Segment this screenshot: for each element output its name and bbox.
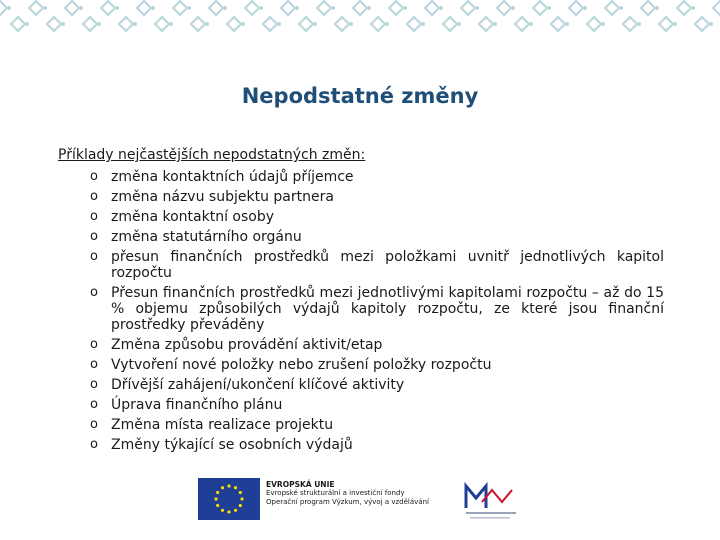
- intro-text: Příklady nejčastějších nepodstatných změn:: [58, 147, 366, 163]
- list-item-text: změna kontaktních údajů příjemce: [111, 169, 354, 185]
- list-item-text: změna statutárního orgánu: [111, 229, 302, 245]
- slide-content: [58, 145, 664, 453]
- eu-funds: Evropské strukturální a investiční fondy: [266, 489, 405, 497]
- list-item-text: Vytvoření nové položky nebo zrušení položky rozpočtu: [111, 357, 492, 373]
- list-item-text: Úprava finančního plánu: [111, 397, 283, 413]
- slide-title: Nepodstatné změny: [241, 84, 479, 108]
- eu-flag-icon: [198, 478, 260, 520]
- list-item-text: změna názvu subjektu partnera: [111, 189, 334, 205]
- list-item: [58, 437, 664, 453]
- list-item: [58, 357, 664, 373]
- bullet-icon: o: [90, 357, 98, 372]
- list-item: [58, 377, 664, 393]
- list-item-text: přesun finančních prostředků mezi položkami uvnitř jednotlivých kapitol rozpočtu: [111, 249, 664, 281]
- bullet-icon: o: [90, 397, 98, 412]
- list-item: [58, 169, 664, 185]
- bullet-icon: o: [90, 169, 98, 184]
- bullet-icon: o: [90, 209, 98, 224]
- list-item: [58, 397, 664, 413]
- list-item-text: změna kontaktní osoby: [111, 209, 275, 225]
- bullet-icon: o: [90, 249, 98, 264]
- list-item: [58, 229, 664, 245]
- decorative-header-pattern: [0, 0, 720, 38]
- bullet-icon: o: [90, 377, 98, 392]
- eu-logo-text: [266, 480, 429, 507]
- footer-logos: [198, 478, 528, 522]
- bullet-icon: o: [90, 337, 98, 352]
- list-item: [58, 337, 664, 353]
- list-item: [58, 189, 664, 205]
- list-item: [58, 417, 664, 433]
- list-item-text: Změny týkající se osobních výdajů: [111, 437, 353, 453]
- change-list: [58, 169, 664, 453]
- bullet-icon: o: [90, 417, 98, 432]
- list-item: [58, 249, 664, 281]
- msmt-logo-icon: [458, 478, 528, 522]
- eu-name: EVROPSKÁ UNIE: [266, 480, 335, 489]
- bullet-icon: o: [90, 229, 98, 244]
- list-item: [58, 209, 664, 225]
- list-item-text: Přesun finančních prostředků mezi jednotlivými kapitolami rozpočtu – až do 15 % objemu způsobilých výdajů kapitoly rozpočtu, ze které jsou finanční prostředky převáděny: [111, 285, 664, 333]
- bullet-icon: o: [90, 285, 98, 300]
- list-item: [58, 285, 664, 333]
- eu-program: Operační program Výzkum, vývoj a vzdělávání: [266, 498, 429, 506]
- bullet-icon: o: [90, 189, 98, 204]
- list-item-text: Dřívější zahájení/ukončení klíčové aktivity: [111, 377, 405, 393]
- list-item-text: Změna způsobu provádění aktivit/etap: [111, 337, 383, 353]
- bullet-icon: o: [90, 437, 98, 452]
- list-item-text: Změna místa realizace projektu: [111, 417, 334, 433]
